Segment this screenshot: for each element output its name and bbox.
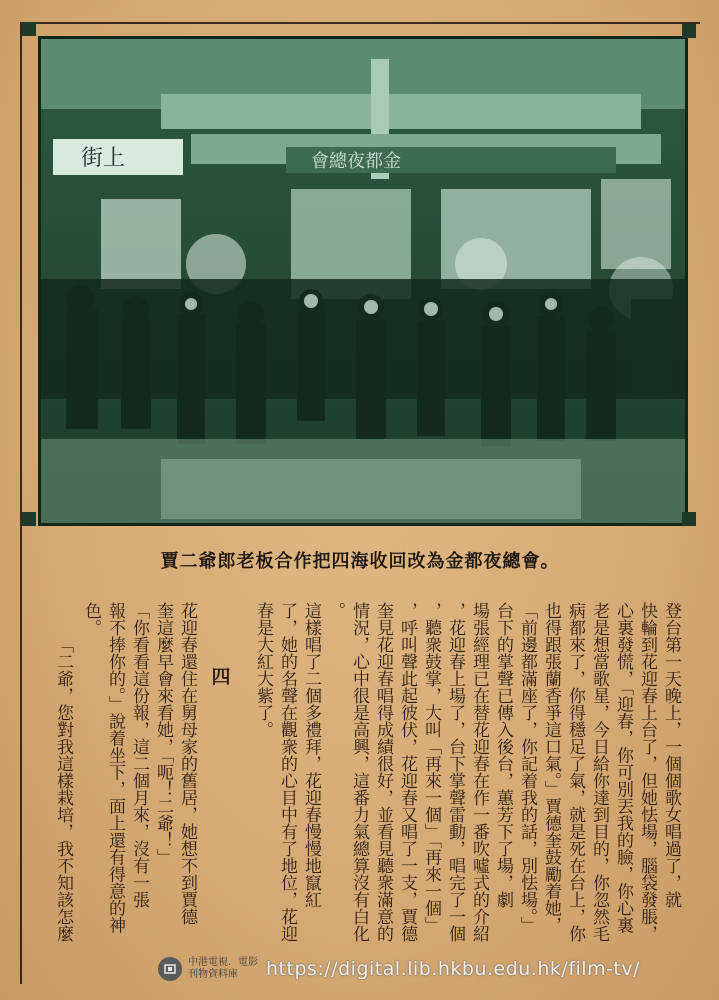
nightclub-opening-photo: [38, 36, 688, 526]
archive-name-line2: 刊物資料庫: [188, 969, 238, 980]
text-column: 台下的掌聲已傳入後台，蕙芳下了場，劇: [493, 602, 513, 908]
text-column: 「前邊都滿座了，你記着我的話，別怯場。」: [517, 602, 537, 934]
archive-logo-icon: [158, 957, 182, 981]
text-column: 色。: [81, 602, 101, 636]
photo-caption: 賈二爺郎老板合作把四海收回改為金都夜總會。: [160, 551, 560, 572]
archive-name-line1: 中港電視．電影: [188, 957, 258, 968]
text-column: 「你看看這份報，這二個月來，沒有一張: [129, 602, 149, 908]
text-column: 奎見花迎春唱得成績很好，並看見聽衆滿意的: [373, 602, 393, 942]
text-column: ，呼叫聲此起彼伏，花迎春又唱了一支，賈德: [397, 602, 417, 942]
archive-watermark: [158, 952, 708, 986]
frame-corner-bl: [22, 512, 36, 526]
frame-corner-tr: [682, 24, 696, 38]
text-column: 「二爺，您對我這樣栽培，我不知該怎麼: [53, 636, 73, 942]
text-column: 奎這麼早會來看她，「呃！二爺！」: [153, 602, 173, 866]
text-column: 春是大紅大紫了。: [253, 602, 273, 738]
text-column: 快輪到花迎春上台了，但她怯場，腦袋發脹，: [637, 602, 657, 942]
text-column: 了，她的名聲在觀衆的心目中有了地位，花迎: [277, 602, 297, 942]
text-column: 病都來了，你得穩足了氣，就是死在台上，你: [565, 602, 585, 942]
left-shop-sign: 街上: [81, 146, 126, 171]
text-column: 花迎春還住在舅母家的舊居，她想不到賈德: [177, 602, 197, 925]
text-column: 場張經理已在替花迎春在作一番吹噓式的介紹: [469, 602, 489, 942]
frame-corner-br: [682, 512, 696, 526]
section-number: 四: [211, 666, 231, 688]
text-column: ，聽衆鼓掌，大叫「再來一個」「再來一個」: [421, 602, 441, 934]
frame-corner-tl: [22, 22, 36, 36]
text-column: 登台第一天晚上，一個個歌女唱過了，就: [661, 602, 681, 908]
text-column: 報不捧你的。」說着坐下，面上還有得意的神: [105, 602, 125, 934]
photo-scene: [41, 39, 685, 523]
text-column: ，花迎春上場了，台下掌聲雷動，唱完了一個: [445, 602, 465, 942]
text-column: 老是想當歌星，今日給你達到目的，你忽然毛: [589, 602, 609, 942]
archive-name: [188, 957, 260, 981]
text-column: 也得跟張蘭香爭這口氣。」賈德奎鼓勵着她，: [541, 602, 561, 934]
text-column: 情況，心中很是高興，這番力氣總算沒有白化: [349, 602, 369, 942]
text-column: 這樣唱了二個多禮拜，花迎春慢慢地竄紅: [301, 602, 321, 908]
text-column: 心裏發慌，「迎春，你可別丟我的臉，你心裏: [613, 602, 633, 934]
text-column: 。: [325, 602, 345, 619]
archive-url: https://digital.lib.hkbu.edu.hk/film-tv/: [266, 958, 641, 980]
club-sign: 會總夜都金: [311, 151, 401, 172]
